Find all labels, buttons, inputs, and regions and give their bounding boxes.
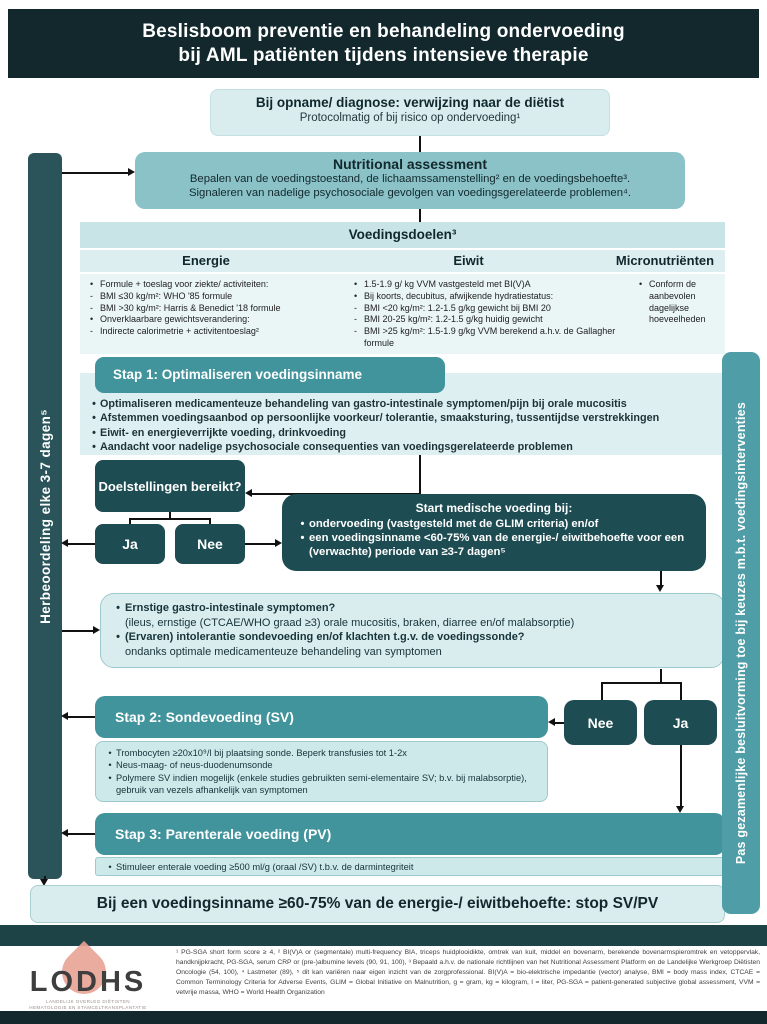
list-item-text: 1.5-1.9 g/ kg VVM vastgesteld met BI(V)A [364, 279, 531, 289]
bullet-marker: • [92, 398, 96, 410]
logo-acronym: LODHS [29, 966, 147, 998]
bullet-marker: - [354, 326, 357, 337]
list-item [104, 759, 537, 771]
list-item-text: een voedingsinname <60-75% van de energie-/ eiwitbehoefte voor een (verwachte) periode van ≥3-7 dagen⁵ [309, 532, 685, 558]
connector-line [660, 669, 662, 683]
list-item-text: Optimaliseren medicamenteuze behandeling van gastro-intestinale symptomen/pijn bij orale mucositis [100, 398, 627, 410]
list-item [104, 772, 537, 797]
list-item-text: Conform de aanbevolen dagelijkse hoeveelheden [649, 279, 706, 325]
bullet-marker: • [300, 518, 305, 530]
connector-line [660, 571, 662, 585]
arrowhead-right [93, 626, 100, 634]
assessment-title: Nutritional assessment [332, 156, 488, 172]
goals-header-protein: Eiwit [453, 253, 484, 268]
bullet-marker: • [108, 760, 112, 771]
bullet-marker: - [90, 290, 93, 301]
connector-line [67, 543, 95, 545]
list-item-text: Aandacht voor nadelige psychosociale consequenties van voedingsgerelateerde problemen [100, 440, 573, 453]
bullet-marker: • [90, 279, 94, 289]
poster-header [8, 9, 759, 78]
bullet-marker: • [354, 290, 358, 301]
list-item [88, 440, 720, 454]
bullet-marker: • [116, 631, 120, 644]
bullet-marker: • [90, 314, 94, 325]
decision1-no-box: Nee [175, 524, 245, 564]
step3-list [95, 857, 725, 876]
list-item [88, 426, 720, 440]
connector-line [67, 716, 95, 718]
list-item-text: ondanks optimale medicamenteuze behandeling van symptomen [125, 645, 442, 658]
goals-header-micronutrients: Micronutriënten [615, 253, 715, 268]
list-item-text: Trombocyten ≥20x10⁹/l bij plaatsing sonde. Beperk transfusies tot 1-2x [116, 748, 407, 758]
list-item [88, 397, 720, 411]
lodhs-logo [18, 950, 158, 1010]
list-item-text: Onverklaarbare gewichtsverandering: [100, 314, 250, 325]
step3-header: Stap 3: Parenterale voeding (PV) [95, 813, 725, 855]
connector-line [67, 833, 95, 835]
assessment-line2: Signaleren van nadelige psychosociale gevolgen van voedingsgerelateerde problemen⁴. [189, 187, 631, 199]
bullet-marker: - [90, 326, 93, 337]
step1-header: Stap 1: Optimaliseren voedingsinname [95, 357, 445, 393]
arrowhead-left [61, 829, 68, 837]
list-item [104, 747, 537, 759]
arrowhead-left [61, 539, 68, 547]
list-item [90, 314, 342, 326]
poster-title-line1: Beslisboom preventie en behandeling ondervoeding [142, 21, 625, 42]
sidebar-shared-decision [722, 352, 760, 914]
bullet-marker: • [354, 279, 358, 289]
connector-line [245, 543, 275, 545]
list-item [90, 303, 342, 315]
list-item [111, 616, 712, 631]
bullet-marker: • [92, 426, 96, 439]
connector-line [419, 209, 421, 222]
connector-line [129, 518, 211, 520]
connector-line [601, 683, 603, 700]
list-item [90, 326, 342, 338]
connector-line [62, 172, 129, 174]
list-item-text: BMI 20-25 kg/m²: 1.2-1.5 g/kg huidig gewicht [364, 314, 543, 325]
list-item [88, 411, 720, 425]
bullet-marker: • [639, 279, 643, 289]
arrowhead-left [245, 489, 252, 497]
medical-feeding-box [282, 494, 706, 571]
medical-feeding-title: Start medische voeding bij: [415, 501, 573, 515]
decision2-no-box: Nee [564, 700, 637, 745]
list-item [354, 326, 627, 350]
footer-divider-bar [0, 925, 767, 946]
bullet-marker: - [90, 302, 93, 313]
arrowhead-down [656, 585, 664, 592]
bullet-marker [111, 616, 125, 631]
list-item [111, 630, 712, 645]
goals-column-headers [80, 250, 725, 272]
list-item [354, 303, 627, 315]
connector-line [601, 682, 682, 684]
connector-line [680, 683, 682, 700]
arrowhead-left [548, 718, 555, 726]
list-item-text: Indirecte calorimetrie + activitentoeslag² [100, 326, 259, 337]
poster-title-line2: bij AML patiënten tijdens intensieve therapie [178, 45, 589, 66]
list-item-text: Eiwit- en energieverrijkte voeding, drinkvoeding [100, 426, 346, 439]
goals-title-band: Voedingsdoelen³ [80, 222, 725, 248]
list-item-text: BMI >25 kg/m²: 1.5-1.9 g/kg VVM berekend a.h.v. de Gallagher formule [364, 326, 616, 348]
goals-micronutrients-list [633, 279, 725, 354]
list-item [111, 645, 712, 660]
bottom-bar [0, 1011, 767, 1024]
list-item [639, 279, 717, 326]
list-item-text: Afstemmen voedingsaanbod op persoonlijke voorkeur/ tolerantie, smaaksturing, tussentijdse verstrekkingen [100, 412, 660, 425]
decision-goals-reached: Doelstellingen bereikt? [95, 460, 245, 512]
assessment-box [135, 152, 685, 209]
list-item [354, 291, 627, 303]
bullet-marker: - [354, 314, 357, 325]
connector-line [680, 745, 682, 806]
list-item [90, 279, 342, 291]
bullet-marker: • [300, 532, 305, 544]
arrowhead-right [275, 539, 282, 547]
list-item-text: Ernstige gastro-intestinale symptomen? [125, 602, 336, 614]
list-item-text: (Ervaren) intolerantie sondevoeding en/of klachten t.g.v. de voedingssonde? [125, 631, 525, 644]
symptoms-box [100, 593, 725, 668]
list-item-text: BMI >30 kg/m²: Harris & Benedict '18 formule [100, 302, 281, 313]
stop-rule-box: Bij een voedingsinname ≥60-75% van de energie-/ eiwitbehoefte: stop SV/PV [30, 885, 725, 923]
step2-list [95, 741, 548, 802]
list-item [296, 531, 692, 559]
goals-energy-list [80, 279, 348, 354]
list-item-text: Neus-maag- of neus-duodenumsonde [116, 760, 273, 771]
step2-header: Stap 2: Sondevoeding (SV) [95, 696, 548, 738]
connector-line [419, 455, 421, 494]
list-item [354, 314, 627, 326]
list-item [111, 601, 712, 616]
step1-list [88, 397, 720, 454]
logo-caption-line2: HEMATOLOGIE EN STAMCELTRANSPLANTATIE [29, 1005, 147, 1010]
list-item-text: BMI <20 kg/m²: 1.2-1.5 g/kg gewicht bij BMI 20 [364, 302, 551, 313]
logo-caption-line1: LANDELIJK OVERLEG DIËTISTEN [45, 999, 131, 1004]
list-item-text: Polymere SV indien mogelijk (enkele studies gebruikten semi-elementaire SV; b.v. bij malabsorptie), gebruik van vezels afhankelijk van symptomen [116, 772, 527, 795]
intake-box [210, 89, 610, 136]
list-item-text: ondervoeding (vastgesteld met de GLIM criteria) en/of [309, 518, 599, 530]
bullet-marker: • [108, 861, 112, 872]
arrowhead-right [128, 168, 135, 176]
intake-subtitle: Protocolmatig of bij risico op ondervoeding¹ [299, 112, 521, 124]
decision1-yes-box: Ja [95, 524, 165, 564]
connector-line [62, 630, 94, 632]
list-item-text: BMI ≤30 kg/m²: WHO '85 formule [100, 290, 233, 301]
list-item-text: Stimuleer enterale voeding ≥500 ml/g (oraal /SV) t.b.v. de darmintegriteit [116, 861, 414, 872]
bullet-marker [111, 645, 125, 660]
bullet-marker: • [108, 772, 112, 783]
sidebar-shared-decision-label: Pas gezamenlijke besluitvorming toe bij keuzes m.b.t. voedingsinterventies [734, 401, 748, 865]
arrowhead-down [676, 806, 684, 813]
bullet-marker: • [92, 412, 96, 425]
intake-title: Bij opname/ diagnose: verwijzing naar de diëtist [255, 95, 565, 110]
goals-body [80, 274, 725, 354]
list-item-text: Bij koorts, decubitus, afwijkende hydratiestatus: [364, 290, 554, 301]
arrowhead-left [61, 712, 68, 720]
bullet-marker: • [116, 602, 120, 614]
list-item [90, 291, 342, 303]
list-item [296, 517, 692, 531]
bullet-marker: • [92, 440, 96, 453]
list-item-text: (ileus, ernstige (CTCAE/WHO graad ≥3) orale mucositis, braken, diarree en/of malabsorptie) [125, 616, 575, 629]
connector-line [554, 722, 564, 724]
footnote-text: ¹ PG-SGA short form score ≥ 4, ² BI(V)A or (segmentale) multi-frequency BIA, triceps huidplooidikte, omtrek van kuit, middel en bovenarm, berekende bovenarmspieromtrek en vetoppervlak, handknijpkracht, PG-SGA, serum CRP or (pre-)albumine levels (90, 91, 100), ³ Bepaald a.h.v. de nationale richtlijnen van het Nutritional Assessment Platform en de Landelijke Werkgroep Diëtisten Oncologie (54, 100), ⁴ Lastmeter (89), ⁵ dit kan variëren naar eigen inzicht van de zorgprofessional. BI(V)A = bio-elektrische impedantie (vector) analyse, BMI = body mass index, CTCAE = Common Terminology Criteria for Adverse Events, GLIM = Global Initiative on Malnutrition, g = gram, kg = kilogram, l = liter, PG-SGA = patient-generated subjective global assessment, VVM = vetvrije massa, WHO = World Health Organization [176, 949, 760, 996]
list-item [354, 279, 627, 291]
goals-header-energy: Energie [182, 253, 230, 268]
decision2-yes-box: Ja [644, 700, 717, 745]
sidebar-reassessment [28, 153, 62, 879]
sidebar-reassessment-label: Herbeoordeling elke 3-7 dagen⁵ [37, 408, 53, 624]
list-item-text: Formule + toeslag voor ziekte/ activiteiten: [100, 279, 269, 289]
bullet-marker: • [108, 748, 112, 758]
bullet-marker: - [354, 302, 357, 313]
connector-line [419, 136, 421, 152]
goals-protein-list [348, 279, 633, 354]
assessment-line1: Bepalen van de voedingstoestand, de lichaamssamenstelling² en de voedingsbehoefte³. [189, 173, 631, 185]
